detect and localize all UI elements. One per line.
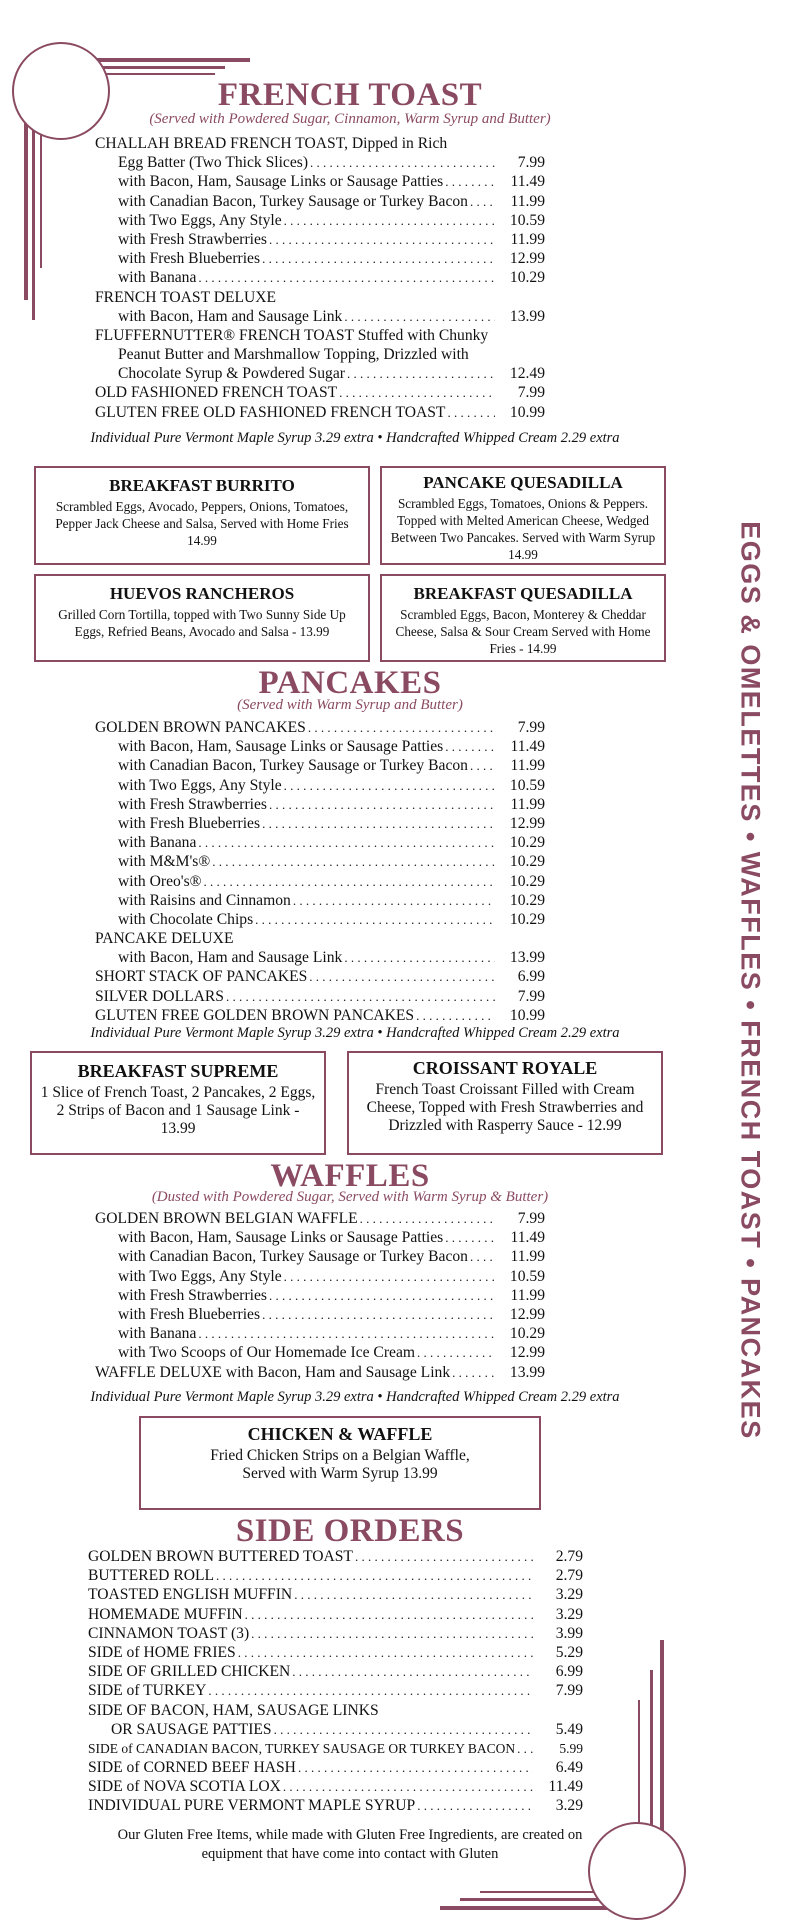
leader-dots [196,268,495,287]
menu-item-name: with Chocolate Chips [118,910,254,928]
menu-item [95,910,545,929]
menu-item-name: FLUFFERNUTTER® FRENCH TOAST Stuffed with Chunky [95,326,489,344]
menu-item-price: 13.99 [509,307,545,325]
menu-item [95,383,545,402]
menu-item-name: with Bacon, Ham and Sausage Link [118,949,343,967]
menu-item [95,718,545,737]
menu-item-price: 3.29 [555,1605,583,1623]
menu-item-price: 7.99 [517,154,545,172]
leader-dots [443,172,495,191]
menu-item-name: with Fresh Strawberries [118,1286,267,1304]
menu-item-price: 2.79 [555,1548,583,1565]
menu-item [95,153,545,172]
menu-item-price: 11.99 [510,1248,545,1266]
menu-item-price: 6.99 [517,968,545,986]
menu-item-price: 10.59 [509,1267,545,1285]
menu-item [95,288,545,307]
deco-line [440,1906,620,1910]
menu-item-price: 10.29 [509,853,545,871]
leader-dots [249,1624,533,1643]
menu-item-name: with Canadian Bacon, Turkey Sausage or Turkey Bacon [118,192,468,210]
leader-dots [290,1662,533,1681]
menu-item [95,756,545,775]
menu-item [88,1777,583,1796]
leader-dots [196,833,495,852]
deco-line [40,118,42,268]
menu-item-name: with Bacon, Ham and Sausage Link [118,307,343,325]
menu-item [95,1305,545,1324]
menu-item-price: 10.99 [509,403,545,421]
menu-item-name: with Banana [118,834,197,852]
box-title: BREAKFAST QUESADILLA [413,584,633,603]
side-banner: EGGS & OMELETTES • WAFFLES • FRENCH TOAST • PANCAKES [735,520,766,1440]
menu-item-price: 3.29 [555,1797,583,1815]
menu-item [95,268,545,287]
menu-item-price: 7.99 [517,1210,545,1227]
leader-dots [291,891,495,910]
pancakes-extras: Individual Pure Vermont Maple Syrup 3.29 extra • Handcrafted Whipped Cream 2.29 extra [90,1025,620,1041]
menu-item-name: with Oreo's® [118,872,202,890]
menu-item-name: with Two Eggs, Any Style [118,776,282,794]
menu-item-name: SIDE of CORNED BEEF HASH [88,1759,296,1777]
menu-item-price: 11.99 [510,192,545,210]
menu-item [88,1739,583,1758]
menu-item-name: GOLDEN BROWN PANCAKES [95,719,306,736]
french-toast-extras: Individual Pure Vermont Maple Syrup 3.29 extra • Handcrafted Whipped Cream 2.29 extra [90,430,620,446]
deco-line [660,1640,664,1855]
menu-item [95,1228,545,1247]
menu-item-name: with Canadian Bacon, Turkey Sausage or Turkey Bacon [118,757,468,775]
menu-item-name: with Fresh Blueberries [118,814,261,832]
deco-line [32,110,35,320]
menu-item-price: 7.99 [555,1682,583,1700]
pancakes-title: PANCAKES [258,665,442,701]
leader-dots [414,1006,495,1025]
menu-item-name: GLUTEN FREE OLD FASHIONED FRENCH TOAST [95,403,446,421]
menu-item-price: 12.99 [509,814,545,832]
menu-item-price: 3.99 [555,1624,583,1642]
box-desc: Scrambled Eggs, Avocado, Peppers, Onions, Tomatoes, Pepper Jack Cheese and Salsa, Served with Home Fries 14.99 [55,499,349,548]
menu-item [88,1547,583,1566]
menu-item-price: 6.49 [555,1759,583,1777]
menu-item-name: INDIVIDUAL PURE VERMONT MAPLE SYRUP [88,1797,416,1815]
menu-item-name: with Two Scoops of Our Homemade Ice Cream [118,1344,415,1362]
menu-item [95,172,545,191]
menu-item-price: 7.99 [517,719,545,736]
menu-item [95,737,545,756]
leader-dots [468,756,495,775]
menu-item [95,1247,545,1266]
waffles-menu [95,1209,545,1382]
box-title: BREAKFAST BURRITO [109,476,295,495]
menu-item [95,1324,545,1343]
menu-item-price: 11.49 [510,173,545,191]
menu-item [88,1701,583,1720]
menu-item-price: 5.29 [555,1643,583,1661]
menu-item [95,929,545,948]
menu-item [88,1796,583,1815]
pancake-quesadilla-box [380,466,666,565]
menu-item [95,192,545,211]
menu-item-name: SHORT STACK OF PANCAKES [95,968,308,986]
menu-item-name: with Raisins and Cinnamon [118,891,291,909]
menu-item-name: CHALLAH BREAD FRENCH TOAST, Dipped in Rich [95,135,448,152]
box-desc: Fried Chicken Strips on a Belgian Waffle, Served with Warm Syrup 13.99 [210,1447,470,1482]
box-desc: Scrambled Eggs, Bacon, Monterey & Cheddar Cheese, Salsa & Sour Cream Served with Home Fries - 14.99 [395,607,651,656]
menu-item-name: CINNAMON TOAST (3) [88,1624,250,1642]
leader-dots [214,1566,533,1585]
menu-item-name: with Fresh Strawberries [118,230,267,248]
huevos-rancheros-box [34,574,370,662]
leader-dots [267,230,495,249]
menu-item-name: HOMEMADE MUFFIN [88,1605,243,1623]
menu-item-price: 10.59 [509,211,545,229]
menu-item-price: 12.49 [509,365,545,383]
menu-item-name: with Two Eggs, Any Style [118,211,282,229]
menu-item-name: Peanut Butter and Marshmallow Topping, Drizzled with [118,346,469,364]
menu-item-name: Egg Batter (Two Thick Slices) [118,154,309,172]
leader-dots [272,1720,533,1739]
leader-dots [281,1777,533,1796]
leader-dots [260,1305,495,1324]
menu-item-name: with Two Eggs, Any Style [118,1267,282,1285]
menu-item [95,1363,545,1382]
menu-item [88,1643,583,1662]
french-toast-title: FRENCH TOAST [217,77,483,113]
pancakes-subtitle: (Served with Warm Syrup and Butter) [237,697,463,713]
menu-item-price: 11.99 [510,795,545,813]
menu-item-price: 10.59 [509,776,545,794]
menu-item-price: 10.29 [509,910,545,928]
leader-dots [306,718,495,737]
menu-item-price: 5.49 [555,1720,583,1738]
menu-item [95,1343,545,1362]
menu-item [88,1566,583,1585]
menu-item-price: 10.29 [509,834,545,852]
leader-dots [202,872,495,891]
side-orders-menu [88,1547,583,1816]
deco-line [105,73,215,75]
breakfast-burrito-box [34,466,370,565]
leader-dots [260,249,495,268]
menu-item-name: GOLDEN BROWN BUTTERED TOAST [88,1548,353,1565]
menu-item-price: 11.49 [510,1229,545,1247]
menu-item [88,1605,583,1624]
leader-dots [236,1643,533,1662]
leader-dots [260,814,495,833]
leader-dots [282,1267,495,1286]
leader-dots [196,1324,495,1343]
menu-item-name: with Canadian Bacon, Turkey Sausage or Turkey Bacon [118,1248,468,1266]
menu-item [88,1681,583,1700]
menu-item-name: TOASTED ENGLISH MUFFIN [88,1586,293,1604]
box-desc: Scrambled Eggs, Tomatoes, Onions & Peppers. Topped with Melted American Cheese, Wedged Between Two Pancakes. Served with Warm Syrup 14.99 [390,496,656,562]
french-toast-menu [95,134,545,422]
box-desc: 1 Slice of French Toast, 2 Pancakes, 2 Eggs, 2 Strips of Bacon and 1 Sausage Link - 13.99 [40,1084,316,1137]
menu-item-name: with Bacon, Ham, Sausage Links or Sausage Patties [118,173,444,191]
box-title: BREAKFAST SUPREME [77,1061,279,1081]
leader-dots [267,1286,495,1305]
box-title: HUEVOS RANCHEROS [109,584,295,603]
menu-item-name: with Bacon, Ham, Sausage Links or Sausage Patties [118,1229,444,1247]
box-title: CROISSANT ROYALE [412,1058,598,1078]
menu-item [95,134,545,153]
menu-item [95,249,545,268]
menu-item-price: 11.99 [510,230,545,248]
leader-dots [443,1228,495,1247]
menu-item-name: with Fresh Blueberries [118,250,261,268]
leader-dots [267,795,495,814]
leader-dots [415,1796,533,1815]
croissant-royale-box [347,1051,663,1155]
menu-item [88,1758,583,1777]
side-orders-title: SIDE ORDERS [235,1513,465,1549]
menu-item-price: 12.99 [509,1305,545,1323]
leader-dots [358,1209,495,1228]
menu-item [95,852,545,871]
menu-item [95,814,545,833]
menu-item-price: 11.99 [510,1286,545,1304]
breakfast-quesadilla-box [380,574,666,662]
menu-item [95,1286,545,1305]
menu-item-name: PANCAKE DELUXE [95,930,234,948]
menu-item [95,795,545,814]
menu-item [95,833,545,852]
box-title: CHICKEN & WAFFLE [247,1424,433,1444]
waffles-subtitle: (Dusted with Powdered Sugar, Served with Warm Syrup & Butter) [151,1189,549,1205]
leader-dots [307,967,495,986]
menu-item-name: with M&M's® [118,853,211,871]
menu-item [95,307,545,326]
box-title: PANCAKE QUESADILLA [423,473,623,492]
leader-dots [292,1585,533,1604]
menu-item-name: OLD FASHIONED FRENCH TOAST [95,384,338,402]
pancakes-menu [95,718,545,1025]
chicken-waffle-box [139,1416,541,1510]
leader-dots [206,1681,533,1700]
menu-item-name: with Fresh Strawberries [118,795,267,813]
menu-item [95,967,545,986]
menu-item [95,364,545,383]
deco-line [95,58,250,62]
leader-dots [345,364,495,383]
leader-dots [353,1547,533,1566]
menu-item-price: 10.29 [509,891,545,909]
menu-item-name: SIDE of HOME FRIES [88,1643,236,1661]
menu-item [88,1585,583,1604]
menu-item-price: 12.99 [509,250,545,268]
menu-item-name: GOLDEN BROWN BELGIAN WAFFLE [95,1210,358,1227]
deco-line [460,1898,610,1901]
box-desc: French Toast Croissant Filled with Cream Cheese, Topped with Fresh Strawberries and Drizzled with Rasperry Sauce - 12.99 [366,1081,644,1134]
menu-item-name: with Banana [118,1325,197,1343]
menu-item [88,1720,583,1739]
leader-dots [468,192,495,211]
menu-item-price: 5.99 [559,1740,583,1756]
menu-item-name: WAFFLE DELUXE with Bacon, Ham and Sausage Link [95,1363,451,1381]
menu-item-price: 10.99 [509,1006,545,1024]
menu-item-name: GLUTEN FREE GOLDEN BROWN PANCAKES [95,1006,415,1024]
leader-dots [342,307,495,326]
menu-item [88,1624,583,1643]
menu-item [95,1209,545,1228]
menu-item-name: SIDE of TURKEY [88,1682,207,1700]
menu-item [95,1006,545,1025]
menu-item-price: 11.99 [510,757,545,775]
menu-item [95,1267,545,1286]
menu-item-price: 13.99 [509,1363,545,1381]
gluten-note: Our Gluten Free Items, while made with Gluten Free Ingredients, are created on equipment that have come into contact with Gluten [117,1827,583,1862]
menu-item-name: FRENCH TOAST DELUXE [95,288,277,306]
menu-item [95,987,545,1006]
box-desc: Grilled Corn Tortilla, topped with Two Sunny Side Up Eggs, Refried Beans, Avocado and Salsa - 13.99 [58,607,346,639]
menu-item-name: SIDE of NOVA SCOTIA LOX [88,1778,281,1796]
menu-item-price: 10.29 [509,1325,545,1343]
menu-item-price: 7.99 [517,987,545,1005]
menu-item-price: 12.99 [509,1344,545,1362]
menu-item-price: 6.99 [555,1663,583,1681]
breakfast-supreme-box [30,1051,326,1155]
menu-item [95,345,545,364]
leader-dots [445,403,495,422]
leader-dots [282,211,495,230]
french-toast-subtitle: (Served with Powdered Sugar, Cinnamon, Warm Syrup and Butter) [149,111,551,127]
menu-item-name: OR SAUSAGE PATTIES [111,1720,272,1738]
menu-item-name: SILVER DOLLARS [95,987,224,1005]
leader-dots [253,910,495,929]
leader-dots [515,1739,533,1758]
deco-line [100,66,225,69]
menu-item-price: 2.79 [555,1567,583,1585]
leader-dots [415,1343,495,1362]
leader-dots [342,948,495,967]
leader-dots [296,1758,533,1777]
leader-dots [224,987,495,1006]
menu-item [95,326,545,345]
menu-item-name: with Banana [118,269,197,287]
menu-item [95,948,545,967]
waffles-title: WAFFLES [270,1158,430,1194]
menu-item-price: 11.49 [548,1778,583,1796]
deco-line [24,100,28,300]
menu-item-name: Chocolate Syrup & Powdered Sugar [118,365,345,383]
menu-item-price: 3.29 [555,1586,583,1604]
menu-item [95,230,545,249]
waffles-extras: Individual Pure Vermont Maple Syrup 3.29 extra • Handcrafted Whipped Cream 2.29 extra [90,1389,620,1405]
leader-dots [282,776,495,795]
menu-item-name: SIDE OF BACON, HAM, SAUSAGE LINKS [88,1701,379,1719]
menu-item-name: BUTTERED ROLL [88,1567,215,1585]
menu-item [95,776,545,795]
menu-item-name: with Bacon, Ham, Sausage Links or Sausage Patties [118,738,444,756]
leader-dots [243,1605,533,1624]
menu-item-price: 10.29 [509,872,545,890]
leader-dots [450,1363,495,1382]
menu-item [95,211,545,230]
deco-line [480,1891,600,1893]
leader-dots [443,737,495,756]
menu-item [95,872,545,891]
menu-item [88,1662,583,1681]
menu-item-name: SIDE of CANADIAN BACON, TURKEY SAUSAGE OR TURKEY BACON [88,1740,516,1756]
menu-item [95,403,545,422]
leader-dots [308,153,495,172]
menu-item-price: 13.99 [509,949,545,967]
menu-item-price: 11.49 [510,738,545,756]
menu-item-price: 10.29 [509,269,545,287]
leader-dots [337,383,495,402]
menu-item-name: with Fresh Blueberries [118,1305,261,1323]
leader-dots [210,852,495,871]
menu-item-price: 7.99 [517,384,545,402]
menu-item-name: SIDE OF GRILLED CHICKEN [88,1663,291,1681]
menu-item [95,891,545,910]
leader-dots [468,1247,495,1266]
